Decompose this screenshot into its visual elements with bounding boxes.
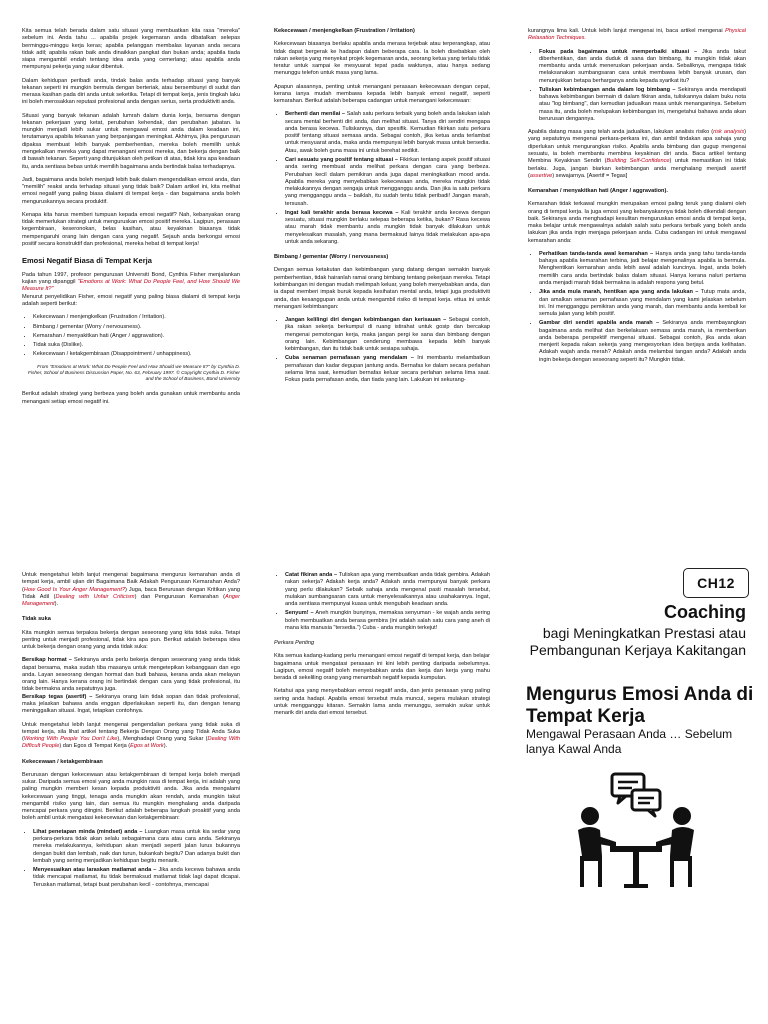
worry-tips — [274, 317, 490, 384]
intro-paragraph-1: Kita semua telah berada dalam satu situasi yang membuatkan kita rasa "mereka" sebelum ini. Anda tahu ... apabila projek kegemaran anda dibatalkan selepas berminggu-minggu kerja keras; apabila pelanggan membalas layanan anda secara tidak adil; apabila rakan baik anda dinaikkan pangkat dan bukan anda; apabila tiada siapa mengambil endah tentang idea anda yang cemerlang; atau apabila anda mempunyai pekerja yang sukar dibentuk. — [22, 28, 240, 71]
difficult-people-link[interactable]: Dealing With Difficult People — [22, 736, 240, 750]
relaxation-paragraph: kurangnya lima kali. Untuk lebih lanjut mengenai ini, baca artikel mengenai Physical Relaxation Techniques. — [528, 28, 746, 42]
list-item: • Perhatikan tanda-tanda awal kemarahan – Hanya anda yang tahu tanda-tanda bahaya apabila kemarahan terbina, jadi belajar mengenalinya apabila ia bermula. Menghentikan kemarahan anda lebih awal adalah kuncinya. Ingat, anda boleh memilih cara anda bertindak balas dalam situasi. Hanya kerana naluri pertama anda menjadi marah tidak bermakna ia adalah respons yang betul. — [539, 251, 746, 287]
key-points-heading: Perkara Penting — [274, 640, 315, 647]
dislike-heading: Tidak suka — [22, 616, 51, 623]
anger-paragraph: Kemarahan tidak terkawal mungkin merupakan emosi paling teruk yang dialami oleh orang di tempat kerja. Ia juga emosi yang kebanyakannya tidak boleh dikendali dengan baik. Sekiranya anda menghadapi kesulitan menguruskan emosi anda di tempat kerja, maka belajar untuk mengawalnya adalah salah satu perkara terbaik yang boleh anda lakukan jika anda ingin menjaga pekerjaan anda. Cuba cadangan ini untuk mengawal kemarahan anda: — [528, 201, 746, 244]
intro-paragraph-4: Jadi, bagaimana anda boleh menjadi lebih baik dalam mengendalikan emosi anda, dan "memilih" reaksi anda terhadap situasi yang tidak baik? Dalam artikel ini, kita melihat emosi negatif yang paling biasa dialami di tempat kerja - dan bagaimana anda boleh menguruskannya secara produktif. — [22, 176, 240, 205]
coaching-subtitle: bagi Meningkatkan Prestasi atau Pembangunan Kerjaya Kakitangan — [529, 625, 746, 658]
citation: From "Emotions at Work: What Do People Feel and How Should we Measure It?" by Cynthia D. Fisher, School of Business Discussion Paper, No. 63, February 1997. © Copyright Cynthia D. Fisher and the School of Business, Bond University — [27, 364, 240, 383]
list-item: • Cari sesuatu yang positif tentang situasi – Fikirkan tentang aspek positif situasi anda sering membuat anda melihat perkara dengan cara yang berbeza. Perubahan kecil dalam pemikiran anda juga dapat meningkatkan mood anda. Apabila mereka yang menyebabkan kekecewaan anda, mereka mungkin tidak melakukannya dengan sengaja untuk mengganggu anda. Dan jika ia satu perkara yang mengganggu anda – baiklah, itu sudah tentu tidak peribadi! Jangan marah, tersusah. — [285, 157, 490, 208]
list-item: • Gambar diri sendiri apabila anda marah – Sekiranya anda membayangkan bagaimana anda melihat dan berkelakuan semasa anda marah, ia memberikan anda beberapa perspektif mengenai situasi. Sebagai contoh, jika anda akan menjerit kepada rakan sekerja yang mengesyorkan idea berjaya anda kelihatan. Adakah wajah anda merah? Adakah anda melambai tangan anda? Adakah anda ingin bekerja dengan seseorang seperti itu? Mungkin tidak. — [539, 320, 746, 364]
list-item: • Senyum! – Aneh mungkin bunyinya, memaksa senyuman - ke wajah anda sering boleh membuatkan anda berasa gembira (ini adalah salah satu cara yang aneh di mana kita manusia "tersedia.") Cuba - anda mungkin terkejut! — [285, 610, 490, 632]
list-item: • Jangan kelilingi diri dengan kebimbangan dan kerisauan – Sebagai contoh, jika rakan sekerja berkumpul di ruang istirahat untuk gosip dan bercakap mengenai pemotongan kerja, maka jangan pergi ke sana dan bimbang dengan orang lain. Kebimbangan cenderung membawa kepada lebih banyak kebimbangan, dan itu tidak baik untuk sesiapa sahaja. — [285, 317, 490, 353]
frustration-paragraph-1: Kekecewaan biasanya berlaku apabila anda merasa terjebak atau terperangkap, atau tidak dapat bergerak ke hadapan dalam beberapa cara. Ia boleh disebabkan oleh rakan sekerja yang menyekat projek kegemaran anda, seorang ketua yang terlalu tidak teratur untuk sampai ke mesyuarat tepat pada waktunya, atau hanya sedang menunggu telefon untuk masa yang lama. — [274, 41, 490, 77]
frustration-paragraph-2: Apapun alasannya, penting untuk menangani perasaan kekecewaan dengan cepat, kerana ianya mudah membawa kepada lebih banyak emosi negatif, seperti kemarahan. Berikut adalah beberapa cadangan untuk menangani kekecewaan: — [274, 83, 490, 105]
anger-management-link[interactable]: Anger Management — [22, 593, 240, 608]
list-item: • Lihat penetapan minda (mindset) anda – Luangkan masa untuk kia sedar yang perkara-perkara tidak akan selalu sebagaimana cara atau cara anda. Sekiranya mereka melakukannya, kehidupan akan menjadi seperti jalan lurus bukannya dengan bukit dan lembah, naik dan turun, bukankah begitu? Dan adanya bukit dan lembah yang sering menjadikan kehidupan begitu menarik. — [33, 829, 240, 865]
anger-tips — [528, 251, 746, 364]
intro-paragraph-3: Situasi yang banyak tekanan adalah lumrah dalam dunia kerja, bersama dengan tekanan pekerjaan yang ketat, perubahan kehendak, dan perubahan jabatan. Ia mungkin menjadi lebih sukar untuk mengawal emosi anda dalam keadaan ini, terutamanya apabila tekanan yang berpanjangan meningkat. Akhirnya, jika pengurusan dipaksa membuat lebih banyak pemberhentian, mereka boleh memilih untuk mengekalkan mereka yang dapat menangani emosi mereka, dan bekerja dengan baik di bawah tekanan. Seperti yang ditunjukkan oleh petikan di atas, tidak kira apa keadaan itu, anda sentiasa bebas untuk memilih bagaimana anda bertindak balas terhadapnya. — [22, 112, 240, 170]
list-item: • Kekecewaan / ketakgembiraan (Disappointment / unhappiness). — [33, 351, 240, 358]
worry-heading: Bimbang / gementar (Worry / nervousness) — [274, 254, 389, 261]
main-subtitle: Mengawal Perasaan Anda … Sebelum lanya Kawal Anda — [526, 727, 733, 756]
two-people-talking-icon — [572, 772, 700, 890]
risk-analysis-link[interactable]: risk analysis — [713, 129, 745, 136]
key-points-paragraph-2: Ketahui apa yang menyebabkan emosi negatif anda, dan jenis perasaan yang paling sering anda hadapi. Apabila emosi tersebut mula muncul, segera mulakan strategi untuk mengganggu kitaran. Semakin lama anda menunggu, semakin sukar untuk menarik diri anda dari emosi tersebut. — [274, 688, 490, 717]
list-item: • Fokus pada bagaimana untuk memperbaiki situasi – Jika anda takut diberhentikan, dan anda duduk di sana dan bimbang, itu mungkin tidak akan membantu anda untuk meneruskan pekerjaan anda. Sebaliknya, mengapa tidak melaksanakan sumbangsaran cara untuk membawa lebih banyak urusan, dan menunjukkan betapa berharganya anda kepada syarikat itu? — [539, 49, 746, 85]
list-item: • Kemarahan / menyakitkan hati (Anger / aggravation). — [33, 333, 240, 340]
page1-column-2 — [274, 28, 490, 558]
page2-column-1 — [22, 572, 240, 1018]
anger-resources-paragraph: Untuk mengetahui lebih lanjut mengenai bagaimana mengurus kemarahan anda di tempat kerja, ambil ujian diri Bagaimana Baik Adakah Pengurusan Kemarahan Anda? (How Good Is Your Anger Management?) Juga, baca Berurusan dengan Kritikan yang Tidak Adil (Dealing with Unfair Criticism) dan Pengurusan Kemarahan (Anger Management). — [22, 572, 240, 608]
chapter-badge: CH12 — [683, 568, 749, 598]
list-item: • Catat fikiran anda – Tuliskan apa yang membuatkan anda tidak gembira. Adakah rakan sekerja? Adakah kerja anda? Adakah anda mempunyai banyak perkara yang perlu dilakukan? Sebaik sahaja anda mengenal pasti masalah tersebut, mulakan sumbangsaran cara untuk menyelesaikannya atau usahakannya. Ingat, anda sentiasa mempunyai kuasa untuk mengubah keadaan anda. — [285, 572, 490, 608]
page1-column-3 — [528, 28, 746, 558]
respect-paragraph: Bersikap hormat – Sekiranya anda perlu bekerja dengan seseorang yang anda tidak dapat bersama, maka sudah tiba masanya untuk mengetepikan kebanggaan dan ego anda. Layan seseorang dengan hormat dan budi bahasa, kerana anda akan melayan orang lain. Hanya kerana orang ini bertindak dengan cara yang tidak profesional, itu tidak bermakna anda sepatutnya juga. Bersikap tegas (asertif) – Sekiranya orang lain tidak sopan dan tidak profesional, maka jelaskan bahawa anda enggan diperlakukan seperti itu, dan dengan tenang meninggalkan situasi. Ingat, tetapkan contohnya. — [22, 657, 240, 715]
research-link[interactable]: "Emotions at Work: What Do People Feel, and How Should We Measure It?" — [22, 279, 240, 293]
list-item: • Kekecewaan / menjengkelkan (Frustration / Irritation). — [33, 314, 240, 321]
list-item: • Tidak suka (Dislike). — [33, 342, 240, 349]
main-title: Mengurus Emosi Anda di Tempat Kerja — [526, 684, 754, 727]
coaching-title: Coaching — [663, 602, 746, 622]
dislike-paragraph: Kita mungkin semua terpaksa bekerja dengan seseorang yang kita tidak suka. Tetapi penting untuk menjadi profesional, tidak kira apa pun. Berikut adalah beberapa idea untuk bekerja dengan orang yang anda tidak suka: — [22, 629, 240, 651]
list-item: • Menyesuaikan atau laraskan matlamat anda – Jika anda kecewa bahawa anda tidak mencapai matlamat, itu tidak bermaksud matlamat tidak lagi dapat dicapai. Teruskan matlamat, tetapi buat perubahan kecil - contohnya, mencapai — [33, 867, 240, 889]
disappointment-heading: Kekecewaan / ketakgembiraan — [22, 758, 103, 765]
assertive-link[interactable]: assertive — [529, 172, 553, 179]
intro-paragraph-2: Dalam kehidupan peribadi anda, tindak balas anda terhadap situasi yang banyak tekanan seperti ini mungkin bermula dengan berteriak, atau bersembunyi di sudut dan merasa kasihan pada diri anda untuk seketika. Tetapi di tempat kerja, jenis tingkah laku ini boleh merosakkan reputasi profesional anda dengan serius, serta produktiviti anda. — [22, 77, 240, 106]
unfair-criticism-link[interactable]: Dealing with Unfair Criticism — [55, 593, 135, 600]
frustration-heading: Kekecewaan / menjengkelkan (Frustration / Irritation) — [274, 28, 415, 34]
list-item: • Jika anda mula marah, hentikan apa yang anda lakukan – Tutup mata anda, dan amalkan senaman pernafasan yang mendalam yang kami jelaskan sebelum ini. Ini mengganggu pemikiran anda yang marah, dan membantu anda kembali ke semula jalan yang lebih positif. — [539, 289, 746, 318]
worry-paragraph: Dengan semua ketakutan dan kebimbangan yang datang dengan semakin banyak pemberhentian, tidak hairanlah ramai orang bimbang tentang pekerjaan mereka. Tetapi kebimbangan ini dengan mudah melimpah keluar, yang boleh menyebabkan anda, dan ia dapat memberi impak buruk kepada kesihatan mental anda, tetapi juga produktiviti anda, dan kesanggupan anda untuk mengambil risiko di tempat kerja. ettua ini untuk menangani kebimbangan: — [274, 267, 490, 310]
list-item: • Ingat kali terakhir anda berasa kecewa – Kali terakhir anda kecewa dengan sesuatu, situasi mungkin berlaku selepas beberapa ketika, bukan? Rasa kecewa atau marah tidak membantu anda mungkin tidak banyak dilakukan untuk menyelesaikan masalah, yang mana bermaksud lainya tidak melakukan apa-apa untuk anda sekarang. — [285, 210, 490, 246]
egos-link[interactable]: Egos at Work — [130, 743, 164, 750]
anger-heading: Kemarahan / menyakitkan hati (Anger / aggravation). — [528, 188, 668, 195]
dislike-resources-paragraph: Untuk mengetahui lebih lanjut mengenai pengendalian perkara yang tidak suka di tempat kerja, sila lihat artikel tentang Bekerja Dengan Orang yang Tidak Anda Suka (Working With People You Don't Like), Menghadapi Orang yang Sukar (Dealing With Difficult People) dan Egos di Tempat Kerja (Egos at Work). — [22, 721, 240, 750]
key-points-paragraph-1: Kita semua kadang-kadang perlu menangani emosi negatif di tempat kerja, dan belajar bagaimana untuk mengatasi perasaan ini kini lebih penting daripada sebelumnya. Lagipun, emosi negatif boleh menyebabkan anda dan kerja dan kerja yang mahu berada di sekeliling orang yang menambah negatif kepada kumpulan. — [274, 653, 490, 682]
worry-tips-continued — [528, 49, 746, 124]
list-item: • Bimbang / gementar (Worry / nervousness). — [33, 324, 240, 331]
list-item: • Tuliskan kebimbangan anda dalam log bimbang – Sekiranya anda mendapati bahawa kebimbangan bermain di dalam fikiran anda, tuliskannya dalam buku nota atau "log bimbang", dan kemudian jadualkan masa untuk menanganinya. Sebelum masa itu, anda boleh melupakan kebimbangan ini, mengetahui bahawa anda akan berurusan dengannya. — [539, 87, 746, 123]
list-item: • Cuba senaman pernafasan yang mendalam – Ini membantu melambatkan pernafasan dan kadar degupan jantung anda. Bernafas ke dalam secara perlahan selama lima saat, kemudian bernafas keluar secara perlahan selama lima saat. Fokus pada pernafasan anda, dan tiada yang lain. Lakukan ini sekurang- — [285, 355, 490, 384]
disappointment-paragraph: Berurusan dengan kekecewaan atau ketakgembiraan di tempat kerja boleh menjadi sukar. Daripada semua emosi yang anda mungkin rasa di tempat kerja, ini adalah yang paling mungkin memberi kesan kepada produktiviti anda. Jika anda mengalami kekecewaan yang tinggi, tenaga anda mungkin akan rendah, anda mungkin takut mengambil risiko yang lain, dan semua itu mungkin menghalang anda daripada mencapai perkara yang diingini. Berikut adalah beberapa langkah proaktif yang anda boleh ambil untuk mengatasi kekecewaan dan ketakgembiraan: — [22, 771, 240, 822]
research-paragraph: Pada tahun 1997, profesor pengurusan Universiti Bond, Cynthia Fisher menjalankan kajian yang dipanggil "Emotions at Work: What Do People Feel, and How Should We Measure It?" Menurut penyelidikan Fisher, emosi negatif yang paling biasa dialami di tempat kerja adalah seperti berikut: — [22, 271, 240, 307]
list-item: • Berhenti dan menilai – Salah satu perkara terbaik yang boleh anda lakukan ialah secara mental berhenti diri anda, dan melihat situasi. Tanya diri sendiri mengapa anda berasa kecewa. Tuliskannya, dan spesifik. Kemudian fikirkan satu perkara positif tentang situasi semasa anda. Sebagai contoh, jika ketua anda terlambat untuk mesyuarat anda, maka anda mempunyai lebih banyak masa untuk bersedia. Atau, awak boleh guna masa ini untuk berehat sedikit. — [285, 111, 490, 155]
relaxation-link[interactable]: Physical Relaxation Techniques. — [528, 28, 746, 42]
self-confidence-link[interactable]: Building Self-Confidence — [606, 158, 670, 165]
emotion-list — [22, 314, 240, 358]
outro-paragraph: Berikut adalah strategi yang berbeza yang boleh anda gunakan untuk membantu anda menangani setiap emosi negatif ini. — [22, 391, 240, 405]
disappointment-tips — [22, 829, 240, 889]
page2-column-2 — [274, 572, 490, 772]
page1-column-1 — [22, 28, 240, 558]
intro-paragraph-5: Kenapa kita harus memberi tumpuan kepada emosi negatif? Nah, kebanyakan orang tidak memerlukan strategi untuk menguruskan emosi positif mereka. Lagipun, perasaan kegembiraan, keseronokan, belas kasihan, atau keyakinan biasanya tidak mempengaruhi orang lain dengan cara yang negatif. Sejauh anda berkongsi emosi positif secara konstruktif dan profesional, mereka hebat di tempat kerja! — [22, 211, 240, 247]
risk-paragraph: Apabila datang masa yang telah anda jadualkan, lakukan analisis risiko (risk analysis) yang sepatutnya mengenai perkara-perkara ini, dan ambil tindakan apa sahaja yang diperlukan untuk mengurangkan risiko. Apabila anda bimbang dan gugup mengenai sesuatu, ia boleh membantu membina keyakinan diri anda. Baca artikel tentang Membina Keyakinan Sendiri (Building Self-Confidence) untuk memastikan ini tidak berlaku. Juga, jangan biarkan kebimbangan anda menghalang menjadi asertif (assertive) sewajarnya. [Asertif = Tegas] — [528, 129, 746, 179]
frustration-tips — [274, 111, 490, 246]
anger-management-quiz-link[interactable]: How Good Is Your Anger Management? — [23, 586, 126, 593]
disappointment-tips-continued — [274, 572, 490, 632]
section-heading: Emosi Negatif Biasa di Tempat Kerja — [22, 256, 152, 266]
dont-like-link[interactable]: Working With People You Don't Like — [23, 736, 118, 743]
